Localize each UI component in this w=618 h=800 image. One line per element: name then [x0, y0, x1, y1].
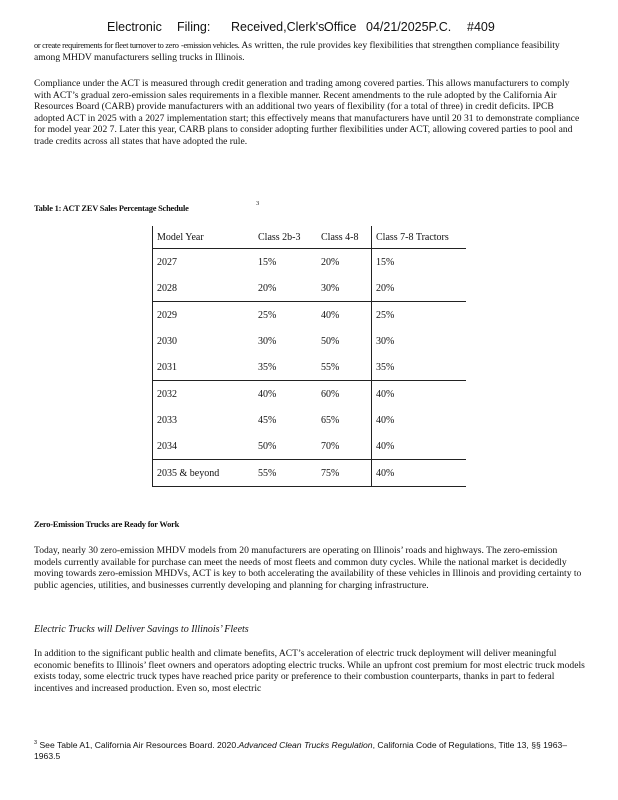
zev-sales-table: [152, 226, 466, 487]
cell-model-year: 2033: [153, 407, 255, 433]
header-class-2b-3: Class 2b-3: [258, 231, 301, 243]
footnote-text-b: , California Code of Regulations, Title 13, §§ 1963–1963.5: [34, 739, 568, 761]
cell-class-2b-3: 25%: [254, 302, 317, 329]
intro-paragraph: [34, 40, 586, 63]
footnote: [34, 738, 586, 762]
cell-tractors: 30%: [372, 328, 467, 354]
cell-model-year: 2029: [153, 302, 255, 329]
cell-class-4-8: 50%: [321, 335, 340, 347]
cell-tractors: 40%: [372, 433, 467, 460]
header-office: Office: [324, 20, 357, 34]
table-row: [153, 275, 467, 302]
cell-class-4-8: 65%: [321, 414, 340, 426]
cell-class-2b-3: 20%: [258, 282, 277, 294]
cell-model-year: 2031: [153, 354, 255, 381]
cell-model-year: 2035 & beyond: [153, 460, 255, 487]
header-model-year: Model Year: [153, 226, 255, 249]
cell-model-year: 2032: [153, 381, 255, 408]
cell-class-2b-3: 55%: [254, 460, 317, 487]
header-filing: Filing:: [177, 20, 211, 34]
compliance-paragraph: [34, 78, 586, 148]
cell-class-4-8: 30%: [321, 282, 340, 294]
compliance-text-3: 7. Later this year, CARB plans to consider adopting further flexibilities under ACT, allowing covered parties to pool and trade credits across all states that have adopted the rule.: [34, 124, 573, 147]
header-date: 04/21/2025P.C.: [366, 20, 452, 34]
intro-fragment-3: As written, the rule provides key flexibilities that strengthen compliance feasibility among MHDV manufacturers selling trucks in Illinois.: [34, 40, 560, 63]
cell-model-year: 2030: [153, 328, 255, 354]
cell-tractors: 40%: [372, 460, 467, 487]
compliance-text-2: 31 to demonstrate compliance for model year 202: [34, 112, 580, 136]
cell-class-4-8: 75%: [317, 460, 372, 487]
table-header-row: [153, 226, 467, 249]
cell-class-4-8: 40%: [317, 302, 372, 329]
cell-class-2b-3: 45%: [258, 414, 277, 426]
cell-class-4-8: 70%: [321, 440, 340, 452]
cell-class-2b-3: 50%: [258, 440, 277, 452]
cell-class-4-8: 55%: [321, 361, 340, 373]
cell-model-year: 2027: [153, 249, 255, 276]
header-number: #409: [467, 20, 495, 34]
cell-tractors: 40%: [372, 381, 467, 408]
table-row: [153, 354, 467, 381]
table-row: [153, 328, 467, 354]
table-row: [153, 460, 467, 487]
header-class-4-8: Class 4-8: [321, 231, 359, 243]
cell-tractors: 40%: [372, 407, 467, 433]
cell-class-2b-3: 15%: [254, 249, 317, 276]
table-row: [153, 249, 467, 276]
table-title: Table 1: ACT ZEV Sales Percentage Schedule: [34, 204, 189, 213]
cell-class-4-8: 60%: [317, 381, 372, 408]
cell-tractors: 25%: [372, 302, 467, 329]
cell-tractors: 20%: [372, 275, 467, 302]
footnote-text-a: See Table A1, California Air Resources Board. 2020.: [39, 739, 239, 750]
table-row: [153, 302, 467, 329]
table-footnote-marker: 3: [256, 200, 260, 207]
footnote-title: Advanced Clean Trucks Regulation: [238, 739, 373, 750]
footnote-marker: 3: [34, 740, 38, 746]
electric-trucks-paragraph: In addition to the significant public health and climate benefits, ACT’s acceleration of electric truck deployment will deliver meaningful economic benefits to Illinois’ fleet owners and operators adopting electric trucks. While an upfront cost premium for most electric truck models exists today, some electric truck types have reached price parity or preference to their combustion counterparts, thanks in part to federal incentives and increased production. Even so, most electric: [34, 648, 585, 694]
intro-fragment-2: -emission vehicles.: [180, 41, 240, 50]
intro-fragment-1: or create requirements for fleet turnover to zero: [34, 41, 179, 50]
section-heading-zero-emission: Zero-Emission Trucks are Ready for Work: [34, 520, 180, 529]
cell-class-2b-3: 40%: [254, 381, 317, 408]
table-row: [153, 433, 467, 460]
header-class-7-8-tractors: Class 7-8 Tractors: [372, 226, 467, 249]
section-heading-electric-trucks: Electric Trucks will Deliver Savings to Illinois’ Fleets: [34, 624, 249, 635]
cell-class-2b-3: 30%: [258, 335, 277, 347]
compliance-text-1: Compliance under the ACT is measured through credit generation and trading among covered parties. This allows manufacturers to comply with ACT’s gradual zero-emission sales requirements in a flexible manner. Recent amendments to the rule adopted by the California Air Resources Board (CARB) provide manufacturers with an additional two years of flexibility (for a total of three) in credit deficits. IPCB adopted ACT in 2025 with a 2027 implementation start; this effectively means that manufacturers have until 20: [34, 78, 570, 124]
cell-class-2b-3: 35%: [258, 361, 277, 373]
cell-tractors: 15%: [372, 249, 467, 276]
cell-model-year: 2028: [153, 275, 255, 302]
header-received: Received,Clerk's: [231, 20, 325, 34]
table-row: [153, 407, 467, 433]
cell-tractors: 35%: [372, 354, 467, 381]
header-electronic: Electronic: [107, 20, 162, 34]
zero-emission-paragraph: Today, nearly 30 zero-emission MHDV models from 20 manufacturers are operating on Illinois’ roads and highways. The zero-emission models currently available for purchase can meet the needs of most fleets and common duty cycles. While the national market is decidedly moving towards zero-emission MHDVs, ACT is key to both accelerating the availability of these vehicles in Illinois and providing certainty to public agencies, utilities, and businesses currently developing and planning for charging infrastructure.: [34, 545, 582, 591]
cell-model-year: 2034: [153, 433, 255, 460]
table-row: [153, 381, 467, 408]
cell-class-4-8: 20%: [317, 249, 372, 276]
